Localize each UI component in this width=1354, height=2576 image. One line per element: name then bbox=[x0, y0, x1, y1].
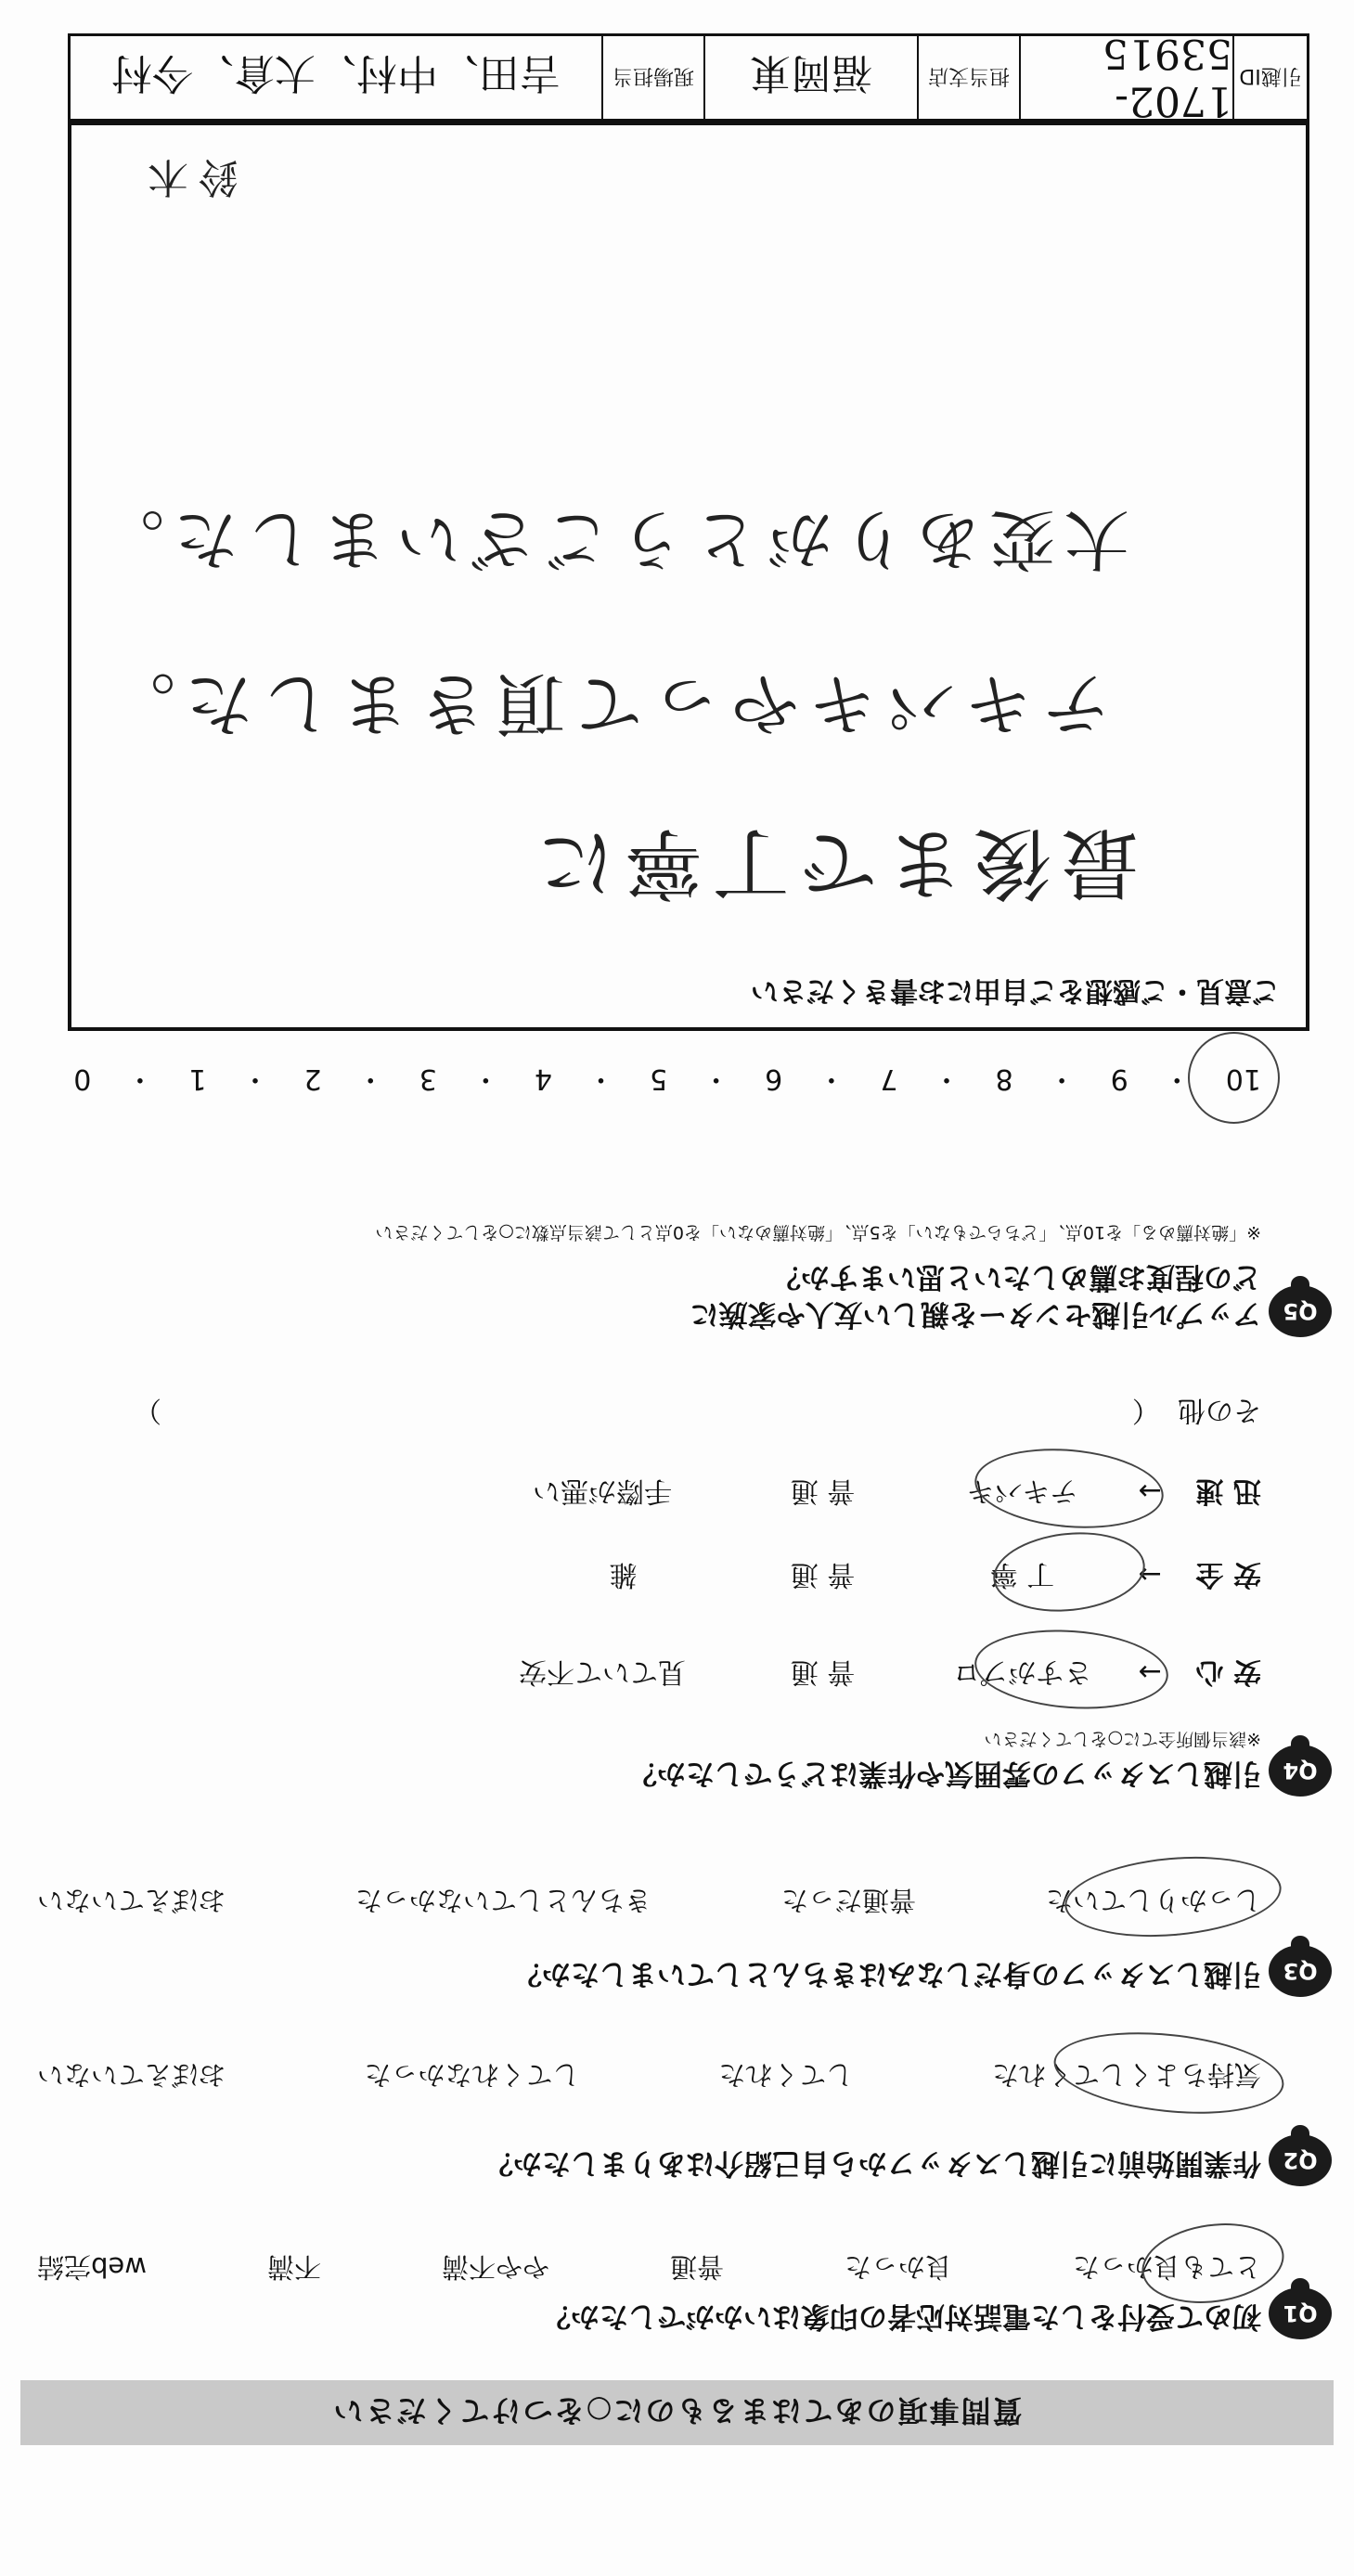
q4-option[interactable]: 見ていて不安 bbox=[519, 1655, 686, 1688]
label-staff: 現場担当 bbox=[601, 36, 703, 119]
arrow-right-icon: → bbox=[1138, 1475, 1162, 1507]
q5-badge: Q5 bbox=[1269, 1285, 1332, 1337]
q4-option[interactable]: 丁 寧 bbox=[989, 1558, 1055, 1591]
comment-title: ご意見・ご感想をご自由にお書きください bbox=[751, 974, 1280, 1007]
q4-option[interactable]: 普 通 bbox=[790, 1655, 856, 1688]
score-4[interactable]: 4 bbox=[534, 1063, 552, 1095]
q2-question: 作業開始前に引越しスタッフから自己紹介はありましたか？ bbox=[484, 2146, 1261, 2180]
q1-option[interactable]: 普通 bbox=[669, 2251, 724, 2283]
q2-option[interactable]: おぼえていない bbox=[37, 2059, 226, 2091]
q4-row-label: 安 心 bbox=[1195, 1655, 1261, 1688]
q1-options bbox=[37, 2248, 1261, 2286]
q4-option[interactable]: 手際が悪い bbox=[533, 1475, 672, 1507]
value-staff: 吉田、中村、大倉、今村 bbox=[111, 49, 561, 97]
q5-question-line2: どの程度お薦めしたいと思いますか？ bbox=[772, 1260, 1261, 1294]
q1-question: 初めて受付をした電話対応者の印象はいかがでしたか？ bbox=[542, 2299, 1261, 2333]
q1-option[interactable]: 不満 bbox=[266, 2251, 321, 2283]
arrow-right-icon: → bbox=[1138, 1558, 1162, 1591]
other-label: その他 bbox=[1178, 1394, 1261, 1426]
q3-option[interactable]: おぼえていない bbox=[37, 1885, 226, 1916]
comment-line-3: 大変ありがとうございました。 bbox=[90, 501, 1129, 577]
label-move-id: 引越ID bbox=[1232, 36, 1307, 119]
comment-box bbox=[68, 122, 1309, 1031]
q2-option[interactable]: してくれなかった bbox=[364, 2059, 580, 2091]
q4-mark-circle bbox=[972, 1624, 1170, 1715]
q5-note: ※「絶対薦める」を10点、「どちらでもない」を5点、「絶対薦めない」を0点として該当点数に○をしてください bbox=[375, 1222, 1261, 1243]
score-8[interactable]: 8 bbox=[995, 1063, 1013, 1095]
q4-option[interactable]: さすがプロ bbox=[952, 1655, 1092, 1688]
q3-option[interactable]: きちんとしていなかった bbox=[355, 1885, 652, 1916]
score-1[interactable]: 1 bbox=[188, 1063, 207, 1095]
q4-note: ※該当個所全てに○をしてください bbox=[984, 1729, 1261, 1749]
q2-mark-circle bbox=[1050, 2022, 1287, 2124]
q4-option[interactable]: 普 通 bbox=[790, 1558, 856, 1591]
score-2[interactable]: 2 bbox=[303, 1063, 322, 1095]
q4-question: 引越しスタッフの雰囲気や作業はどうでしたか？ bbox=[628, 1757, 1261, 1790]
q2-badge: Q2 bbox=[1269, 2134, 1332, 2186]
value-branch: 福岡東 bbox=[703, 36, 917, 119]
q1-badge: Q1 bbox=[1269, 2287, 1332, 2339]
q4-row-label: 迅 速 bbox=[1195, 1475, 1261, 1507]
q4-option[interactable]: 普 通 bbox=[790, 1475, 856, 1507]
q3-mark-circle bbox=[1062, 1848, 1284, 1945]
comment-line-1: 最後まで丁寧に bbox=[527, 818, 1139, 908]
q4-row-label: 安 全 bbox=[1195, 1558, 1261, 1591]
score-10[interactable]: 10 bbox=[1225, 1063, 1261, 1095]
q4-other-label bbox=[1132, 1391, 1261, 1428]
score-3[interactable]: 3 bbox=[419, 1063, 437, 1095]
other-paren-close: ） bbox=[134, 1394, 161, 1426]
q2-option[interactable]: 気持ちよくしてくれた bbox=[991, 2059, 1261, 2091]
score-5[interactable]: 5 bbox=[650, 1063, 668, 1095]
value-move-id: 1702-53915 bbox=[1019, 36, 1232, 119]
other-paren-open: （ bbox=[1131, 1394, 1160, 1426]
q1-option[interactable]: web完結 bbox=[37, 2251, 147, 2283]
q2-option[interactable]: してくれた bbox=[718, 2059, 854, 2091]
q4-mark-circle bbox=[972, 1441, 1167, 1535]
instruction-banner: 質問事項のあてはまるものに○をつけてください bbox=[20, 2380, 1334, 2445]
q3-option[interactable]: 普通だった bbox=[781, 1885, 917, 1916]
q4-other bbox=[134, 1391, 1261, 1428]
score-7[interactable]: 7 bbox=[880, 1063, 898, 1095]
q5-question-line1: アップル引越センターを親しい友人や家族に bbox=[690, 1297, 1261, 1331]
q1-option[interactable]: 良かった bbox=[844, 2251, 952, 2283]
score-6[interactable]: 6 bbox=[765, 1063, 783, 1095]
q5-mark-circle bbox=[1188, 1032, 1280, 1124]
id-table bbox=[68, 30, 1309, 125]
q3-badge: Q3 bbox=[1269, 1945, 1332, 1997]
q4-badge: Q4 bbox=[1269, 1745, 1332, 1797]
q4-mark-circle bbox=[989, 1526, 1149, 1619]
q4-row-anzen bbox=[523, 1555, 1261, 1592]
q1-option[interactable]: とても良かった bbox=[1072, 2251, 1261, 2283]
q3-question: 引越しスタッフの身だしなみはきちんとしていましたか？ bbox=[513, 1957, 1261, 1990]
score-9[interactable]: 9 bbox=[1110, 1063, 1128, 1095]
comment-signature: 鈴木 bbox=[138, 153, 239, 200]
q4-option[interactable]: テキパキ bbox=[966, 1475, 1078, 1507]
comment-line-2: テキパキやって頂きました。 bbox=[97, 663, 1111, 743]
score-0[interactable]: 0 bbox=[73, 1063, 92, 1095]
q1-option[interactable]: やや不満 bbox=[441, 2251, 549, 2283]
q3-option[interactable]: しっかりしていた bbox=[1045, 1885, 1261, 1916]
q5-scale: 10 ・ 9 ・ 8 ・ 7 ・ 6 ・ 5 ・ 4 ・ 3 ・ 2 ・ 1 ・ 0 bbox=[73, 1060, 1261, 1097]
arrow-right-icon: → bbox=[1138, 1655, 1162, 1688]
q4-option[interactable]: 雑 bbox=[609, 1558, 638, 1591]
label-branch: 担当支店 bbox=[917, 36, 1019, 119]
